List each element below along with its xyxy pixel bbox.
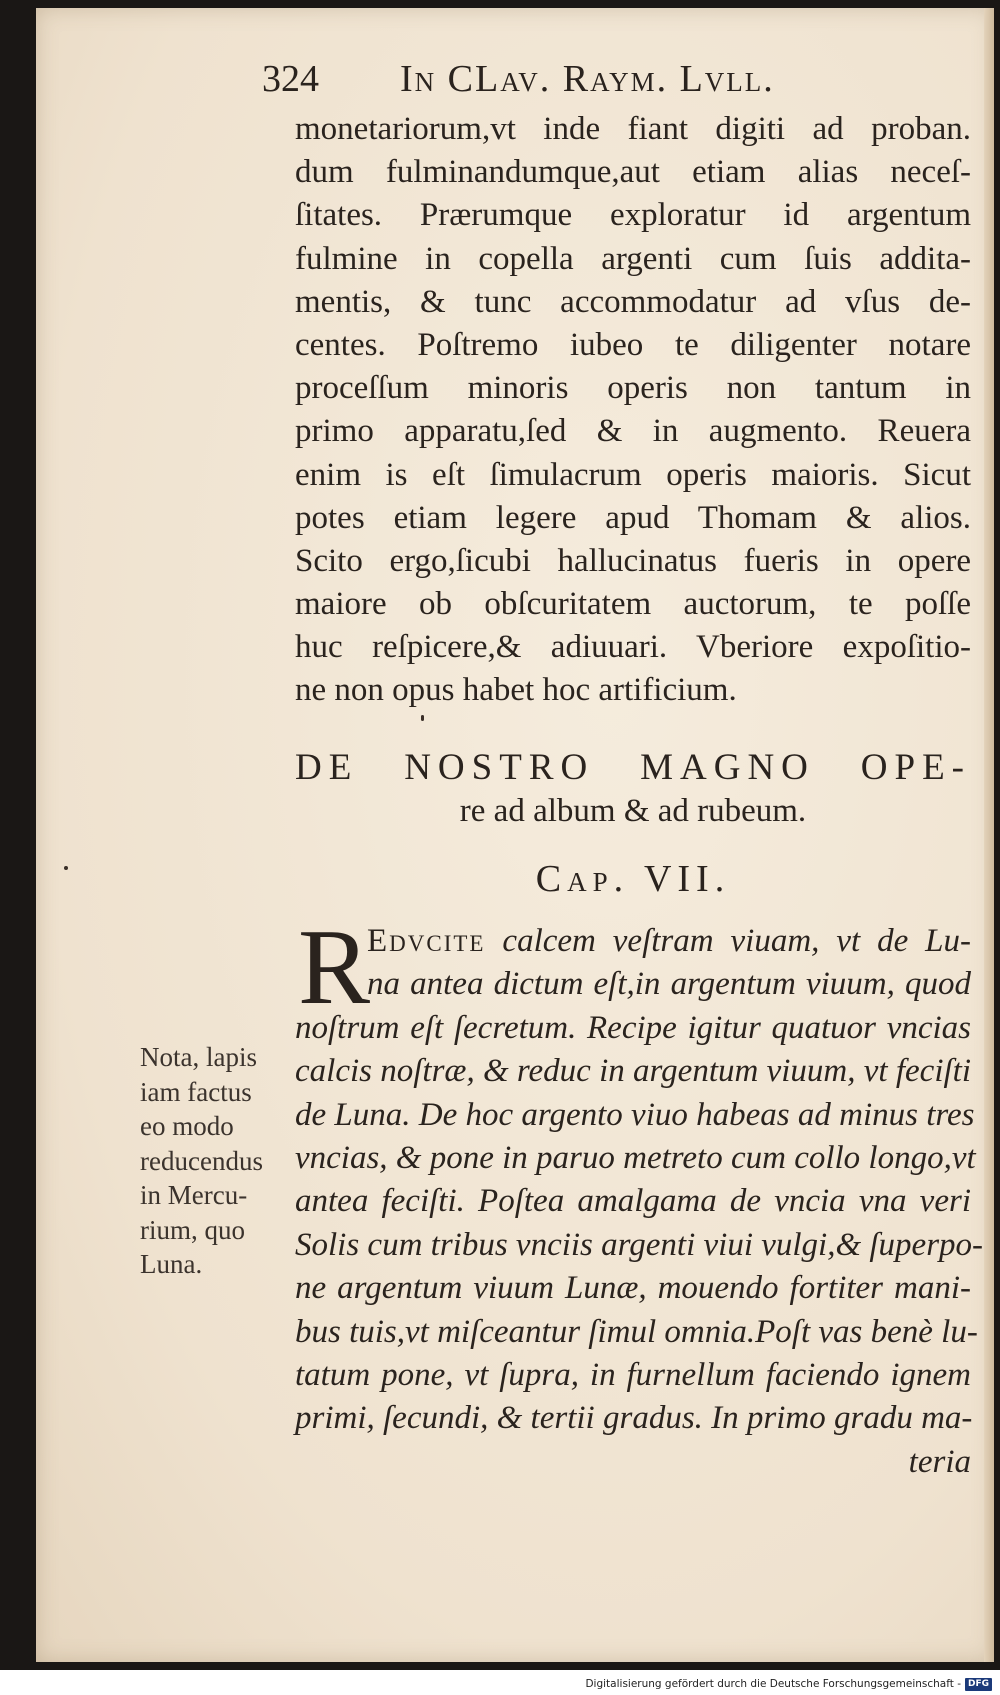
running-title: In CLav. Raym. Lvll. <box>400 58 775 100</box>
body-line: centes. Poſtremo iubeo te diligenter notare <box>295 326 971 363</box>
chapter-line: Solis cum tribus vnciis argenti viui vulgi,& ſuperpo- <box>295 1226 984 1263</box>
body-line: potes etiam legere apud Thomam & alios. <box>295 499 971 536</box>
running-head <box>262 54 902 104</box>
body-line: enim is eſt ſimulacrum operis maioris. Sicut <box>295 456 971 493</box>
chapter-line: de Luna. De hoc argento viuo habeas ad minus tres <box>295 1096 975 1133</box>
chapter-line: bus tuis,vt miſceantur ſimul omnia.Poſt vas benè lu- <box>295 1313 978 1350</box>
drop-cap: R <box>298 908 371 1027</box>
opening-word: Edvcite <box>367 923 486 959</box>
marginal-note-line: Luna. <box>140 1249 203 1279</box>
marginal-note-line: reducendus <box>140 1145 263 1176</box>
body-line: mentis, & tunc accommodatur ad vſus de- <box>295 283 971 320</box>
chapter-line: ne argentum viuum Lunæ, mouendo fortiter mani- <box>295 1270 971 1307</box>
chapter-line <box>295 920 971 963</box>
body-line: fulmine in copella argenti cum ſuis addita- <box>295 240 971 277</box>
digitization-credit <box>585 1676 992 1692</box>
marginal-note-line: iam factus <box>140 1076 252 1107</box>
dfg-logo: DFG <box>965 1678 992 1691</box>
body-line: ne non opus habet hoc artificium. <box>295 672 737 709</box>
section-heading-line: DE NOSTRO MAGNO OPE- <box>295 747 971 788</box>
body-line: dum fulminandumque,aut etiam alias neceſ- <box>295 154 971 191</box>
body-line: maiore ob obſcuritatem auctorum, te poſſe <box>295 586 971 623</box>
body-line: Scito ergo,ſicubi hallucinatus fueris in opere <box>295 542 971 579</box>
marginal-note-line: rium, quo <box>140 1214 245 1245</box>
page-edge <box>984 8 994 1662</box>
body-line: huc reſpicere,& adiuuari. Vberiore expoſitio- <box>295 629 971 666</box>
chapter-line-text: calcem veſtram viuam, vt de Lu- <box>502 923 972 959</box>
section-heading <box>295 745 971 831</box>
marginal-note-line: in Mercu- <box>140 1180 248 1210</box>
chapter-line: antea feciſti. Poſtea amalgama de vncia vna veri <box>295 1183 971 1220</box>
ink-speck <box>421 715 424 721</box>
marginal-note <box>140 1040 290 1282</box>
chapter-line: calcis noſtræ, & reduc in argentum viuum, vt feciſti <box>295 1053 971 1090</box>
body-line: proceſſum minoris operis non tantum in <box>295 370 971 407</box>
chapter-line: vncias, & pone in paruo metreto cum collo longo,vt <box>295 1139 976 1176</box>
credit-text: Digitalisierung gefördert durch die Deutsche Forschungsgemeinschaft - <box>585 1678 961 1690</box>
body-line: monetariorum,vt inde fiant digiti ad proban. <box>295 111 971 147</box>
marginal-note-line: Nota, lapis <box>140 1042 257 1072</box>
chapter-line: tatum pone, vt ſupra, in furnellum faciendo ignem <box>295 1356 971 1393</box>
chapter-line: primi, ſecundi, & tertii gradus. In primo gradu ma- <box>295 1400 973 1437</box>
chapter-line: noſtrum eſt ſecretum. Recipe igitur quatuor vncias <box>295 1009 971 1046</box>
catchword: teria <box>908 1443 971 1480</box>
body-line: ſitates. Prærumque exploratur id argentum <box>295 197 971 234</box>
chapter-paragraph <box>295 908 984 1484</box>
chapter-line: na antea dictum eſt,in argentum viuum, quod <box>367 966 971 1003</box>
body-paragraph <box>295 108 971 713</box>
section-heading-line: re ad album & ad rubeum. <box>459 793 807 829</box>
marginal-note-line: eo modo <box>140 1111 234 1141</box>
chapter-heading: Cap. VII. <box>535 858 731 900</box>
ink-speck <box>64 866 68 870</box>
body-line: primo apparatu,ſed & in augmento. Reuera <box>295 413 971 450</box>
page-number: 324 <box>262 58 319 100</box>
